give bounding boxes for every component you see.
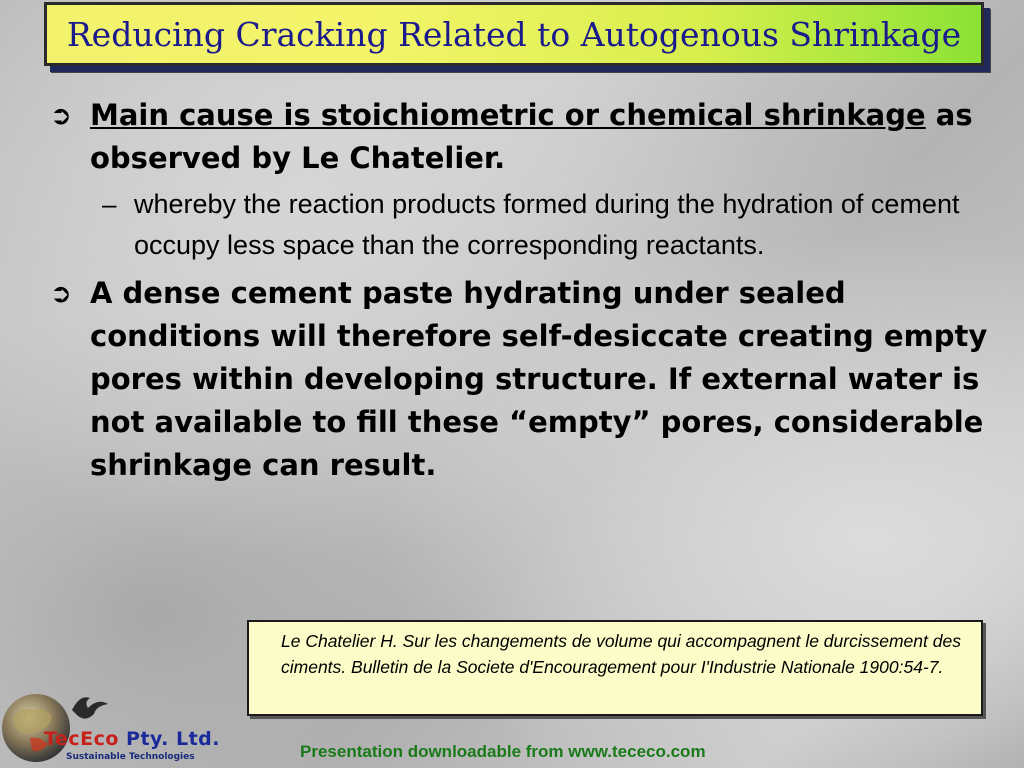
sub-bullet-text: whereby the reaction products formed during the hydration of cement occupy less space than the corresponding reactants. (134, 189, 960, 260)
bullet-item (50, 272, 1000, 487)
bullet-text: A dense cement paste hydrating under sealed conditions will therefore self-desiccate creating empty pores within developing structure. If external water is not available to fill these “empty” pores, considerable shrinkage can result. (90, 276, 988, 482)
reference-box (247, 620, 983, 716)
dash-bullet-icon: – (102, 189, 117, 219)
sub-bullet-item (102, 184, 1000, 266)
bullet-rest-text: as observed by Le Chatelier. (90, 98, 973, 175)
bullet-text (90, 94, 1000, 180)
reference-text: Le Chatelier H. Sur les changements de volume qui accompagnent le durcissement des ciments. Bulletin de la Societe d'Encouragement pour I'Industrie Nationale 1900:54-7. (281, 631, 961, 677)
slide-title-box (44, 2, 984, 66)
bullet-item (50, 94, 1000, 180)
slide-title: Reducing Cracking Related to Autogenous Shrinkage (66, 14, 962, 54)
arrow-bullet-icon: ➲ (50, 101, 72, 131)
bullet-underlined-text: Main cause is stoichiometric or chemical shrinkage (90, 98, 926, 132)
logo-tagline: Sustainable Technologies (66, 752, 195, 762)
slide-content (50, 94, 1000, 491)
logo-name: TecEco Pty. Ltd. (44, 728, 221, 750)
footer-text: Presentation downloadable from www.tececo.com (300, 742, 706, 761)
arrow-bullet-icon: ➲ (50, 279, 72, 309)
bird-icon (72, 697, 108, 718)
